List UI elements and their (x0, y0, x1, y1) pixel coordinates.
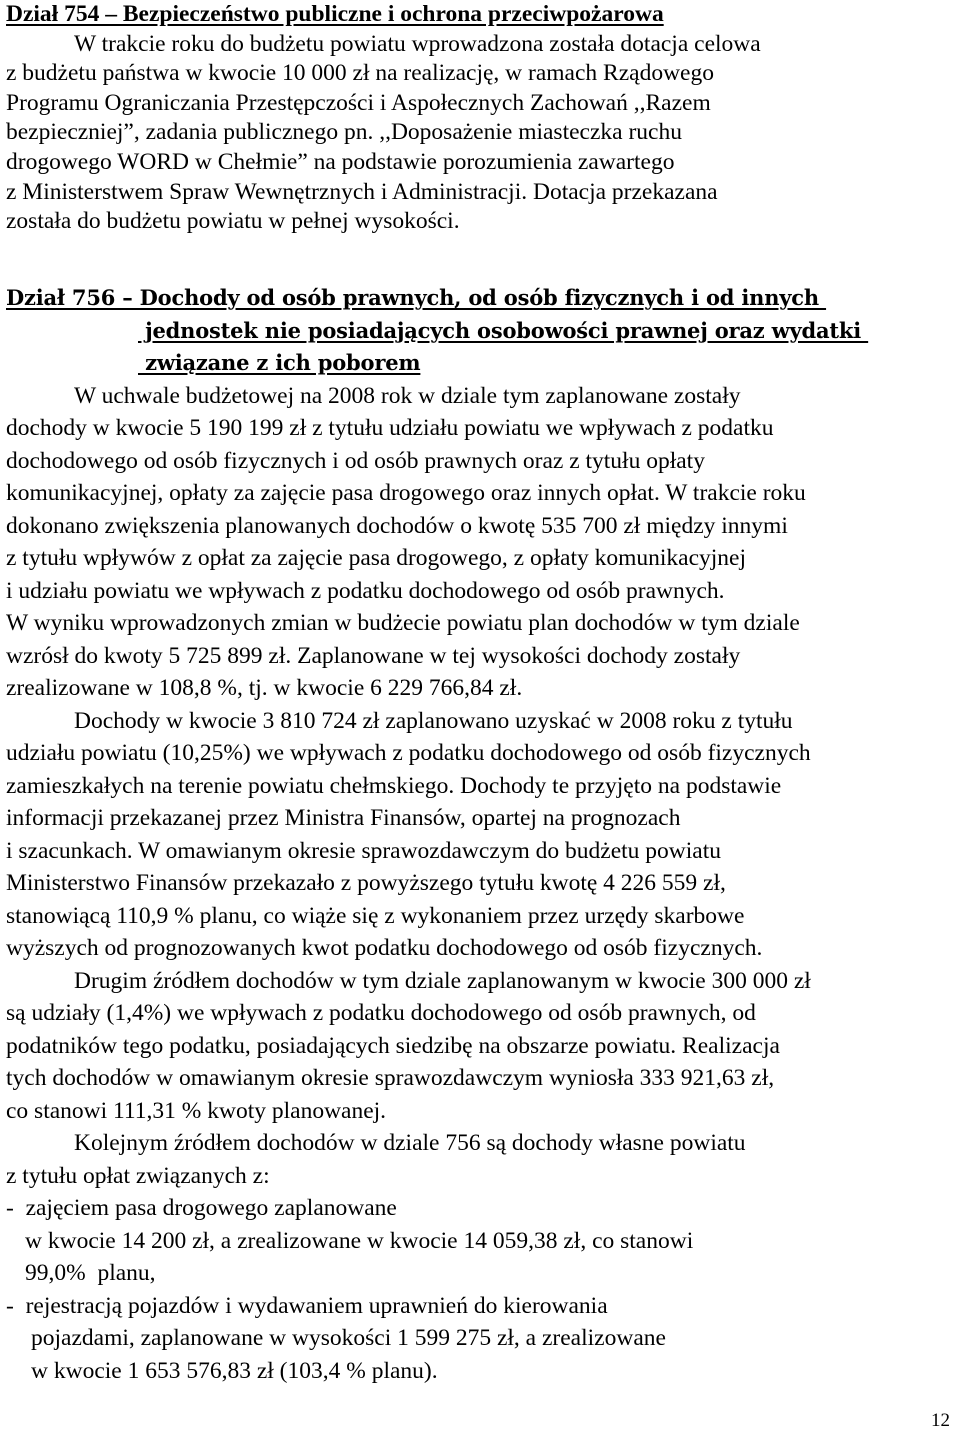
paragraph-line: W wyniku wprowadzonych zmian w budżecie powiatu plan dochodów w tym dziale (6, 610, 800, 636)
list-item-cont: pojazdami, zaplanowane w wysokości 1 599 275 zł, a zrealizowane (31, 1325, 666, 1351)
paragraph-line: została do budżetu powiatu w pełnej wysokości. (6, 208, 460, 235)
paragraph-line: i udziału powiatu we wpływach z podatku dochodowego od osób prawnych. (6, 577, 725, 604)
paragraph-line: bezpieczniej”, zadania publicznego pn. ,,Doposażenie miasteczka ruchu (6, 119, 682, 146)
list-item: - rejestracją pojazdów i wydawaniem uprawnień do kierowania (6, 1292, 608, 1319)
paragraph-line: drogowego WORD w Chełmie” na podstawie porozumienia zawartego (6, 148, 675, 175)
paragraph-line: zamieszkałych na terenie powiatu chełmskiego. Dochody te przyjęto na podstawie (6, 772, 782, 799)
paragraph-line: wyższych od prognozowanych kwot podatku dochodowego od osób fizycznych. (6, 935, 763, 961)
paragraph-line: i szacunkach. W omawianym okresie sprawozdawczym do budżetu powiatu (6, 837, 722, 864)
paragraph-line: tych dochodów w omawianym okresie sprawozdawczym wyniosła 333 921,63 zł, (6, 1065, 775, 1091)
paragraph-line: z Ministerstwem Spraw Wewnętrznych i Administracji. Dotacja przekazana (6, 178, 718, 205)
paragraph-line: z tytułu opłat związanych z: (6, 1162, 270, 1189)
list-item-cont: 99,0% planu, (25, 1260, 156, 1286)
paragraph-line: Dochody w kwocie 3 810 724 zł zaplanowano uzyskać w 2008 roku z tytułu (74, 707, 793, 734)
section-756 (6, 282, 868, 1387)
paragraph-line: W trakcie roku do budżetu powiatu wprowadzona została dotacja celowa (74, 30, 761, 57)
paragraph-line: wzrósł do kwoty 5 725 899 zł. Zaplanowane w tej wysokości dochody zostały (6, 642, 741, 669)
paragraph-line: W uchwale budżetowej na 2008 rok w dziale tym zaplanowane zostały (74, 382, 741, 409)
paragraph-line: zrealizowane w 108,8 %, tj. w kwocie 6 229 766,84 zł. (6, 675, 523, 701)
paragraph-line: są udziały (1,4%) we wpływach z podatku dochodowego od osób prawnych, od (6, 1000, 756, 1026)
paragraph-line: dochodowego od osób fizycznych i od osób prawnych oraz z tytułu opłaty (6, 447, 705, 474)
section-754 (6, 0, 761, 237)
paragraph-line: z budżetu państwa w kwocie 10 000 zł na realizację, w ramach Rządowego (6, 60, 714, 87)
paragraph-line: co stanowi 111,31 % kwoty planowanej. (6, 1097, 387, 1124)
paragraph-line: dokonano zwiększenia planowanych dochodów o kwotę 535 700 zł między innymi (6, 512, 788, 539)
section-754-heading: Dział 754 – Bezpieczeństwo publiczne i ochrona przeciwpożarowa (6, 1, 664, 27)
paragraph-line: Drugim źródłem dochodów w tym dziale zaplanowanym w kwocie 300 000 zł (74, 967, 811, 994)
section-756-heading: Dział 756 – Dochody od osób prawnych, od osób fizycznych i od innych (6, 285, 827, 310)
paragraph-line: udziału powiatu (10,25%) we wpływach z podatku dochodowego od osób fizycznych (6, 740, 811, 766)
list-item: - zajęciem pasa drogowego zaplanowane (6, 1195, 397, 1221)
section-756-heading-cont: jednostek nie posiadających osobowości prawnej oraz wydatki (138, 317, 869, 343)
paragraph-line: Programu Ograniczania Przestępczości i Aspołecznych Zachowań ,,Razem (6, 89, 711, 116)
section-756-heading-cont: związane z ich poborem (138, 350, 421, 375)
page-number: 12 (931, 1410, 950, 1431)
paragraph-line: podatników tego podatku, posiadających siedzibę na obszarze powiatu. Realizacja (6, 1032, 780, 1059)
paragraph-line: Kolejnym źródłem dochodów w dziale 756 są dochody własne powiatu (74, 1130, 746, 1156)
paragraph-line: z tytułu wpływów z opłat za zajęcie pasa drogowego, z opłaty komunikacyjnej (6, 545, 747, 571)
paragraph-line: Ministerstwo Finansów przekazało z powyższego tytułu kwotę 4 226 559 zł, (6, 870, 726, 896)
list-item-cont: w kwocie 14 200 zł, a zrealizowane w kwocie 14 059,38 zł, co stanowi (25, 1227, 694, 1254)
paragraph-line: stanowiącą 110,9 % planu, co wiąże się z wykonaniem przez urzędy skarbowe (6, 902, 745, 929)
paragraph-line: komunikacyjnej, opłaty za zajęcie pasa drogowego oraz innych opłat. W trakcie roku (6, 480, 806, 506)
paragraph-line: informacji przekazanej przez Ministra Finansów, opartej na prognozach (6, 805, 681, 831)
list-item-cont: w kwocie 1 653 576,83 zł (103,4 % planu). (31, 1357, 438, 1384)
paragraph-line: dochody w kwocie 5 190 199 zł z tytułu udziału powiatu we wpływach z podatku (6, 415, 774, 441)
